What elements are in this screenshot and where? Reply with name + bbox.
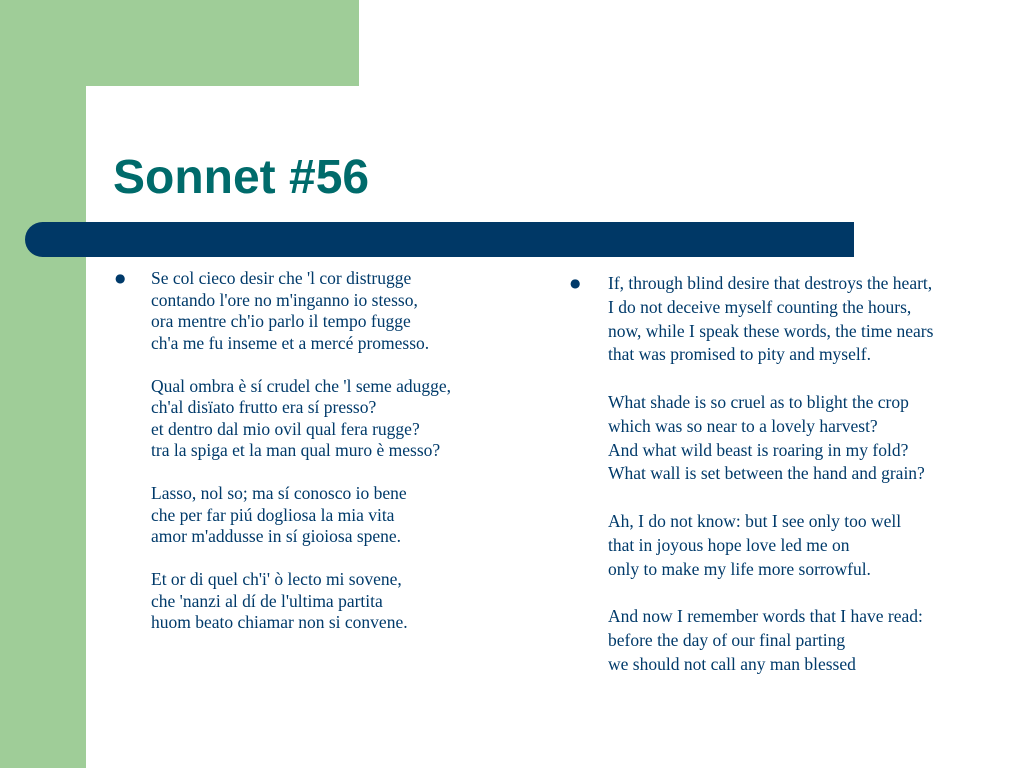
poem-line: that in joyous hope love led me on — [608, 534, 850, 555]
english-stanza-4 — [608, 605, 1008, 676]
italian-stanza-3 — [151, 483, 521, 548]
poem-line: only to make my life more sorrowful. — [608, 558, 871, 579]
bullet-icon: ● — [115, 271, 126, 285]
poem-line: et dentro dal mio ovil qual fera rugge? — [151, 418, 420, 439]
poem-line: amor m'addusse in sí gioiosa spene. — [151, 526, 402, 546]
green-side-strip — [0, 0, 86, 768]
poem-line: Qual ombra è sí crudel che 'l seme adugge, — [151, 375, 452, 396]
english-stanza-3 — [608, 510, 1008, 581]
poem-line: If, through blind desire that destroys the heart, — [608, 273, 933, 293]
poem-line: before the day of our final parting — [608, 629, 846, 650]
poem-line: Et or di quel ch'i' ò lecto mi sovene, — [151, 569, 402, 589]
english-stanza-2 — [608, 391, 1008, 486]
poem-line: che 'nanzi al dí de l'ultima partita — [151, 590, 383, 611]
poem-line: che per far piú dogliosa la mia vita — [151, 504, 395, 525]
poem-line: Lasso, nol so; ma sí conosco io bene — [151, 483, 407, 503]
poem-line: And now I remember words that I have read: — [608, 606, 923, 627]
italian-text-column — [115, 268, 521, 655]
poem-line: I do not deceive myself counting the hours, — [608, 296, 912, 317]
poem-line: that was promised to pity and myself. — [608, 344, 871, 365]
poem-line: And what wild beast is roaring in my fold? — [608, 439, 909, 460]
poem-line: What shade is so cruel as to blight the crop — [608, 391, 909, 412]
poem-line: now, while I speak these words, the time nears — [608, 320, 934, 341]
poem-line: ch'a me fu inseme et a mercé promesso. — [151, 332, 430, 353]
poem-line: What wall is set between the hand and grain? — [608, 463, 925, 484]
poem-line: Ah, I do not know: but I see only too well — [608, 510, 902, 531]
bullet-icon: ● — [570, 276, 581, 290]
italian-stanza-4 — [151, 569, 521, 634]
poem-line: contando l'ore no m'inganno io stesso, — [151, 289, 418, 310]
poem-line: which was so near to a lovely harvest? — [608, 415, 878, 436]
slide-title: Sonnet #56 — [113, 151, 370, 204]
italian-stanza-2 — [151, 376, 521, 462]
green-corner-block — [0, 0, 359, 86]
poem-line: huom beato chiamar non si convene. — [151, 612, 408, 632]
poem-line: we should not call any man blessed — [608, 653, 856, 674]
title-underline-bar — [25, 222, 854, 257]
italian-stanza-1 — [151, 268, 521, 354]
poem-line: Se col cieco desir che 'l cor distrugge — [151, 268, 412, 288]
english-text-column — [570, 272, 1008, 700]
english-stanza-1 — [608, 272, 1008, 367]
poem-line: ora mentre ch'io parlo il tempo fugge — [151, 311, 411, 331]
poem-line: tra la spiga et la man qual muro è messo? — [151, 440, 441, 460]
poem-line: ch'al disïato frutto era sí presso? — [151, 397, 377, 417]
